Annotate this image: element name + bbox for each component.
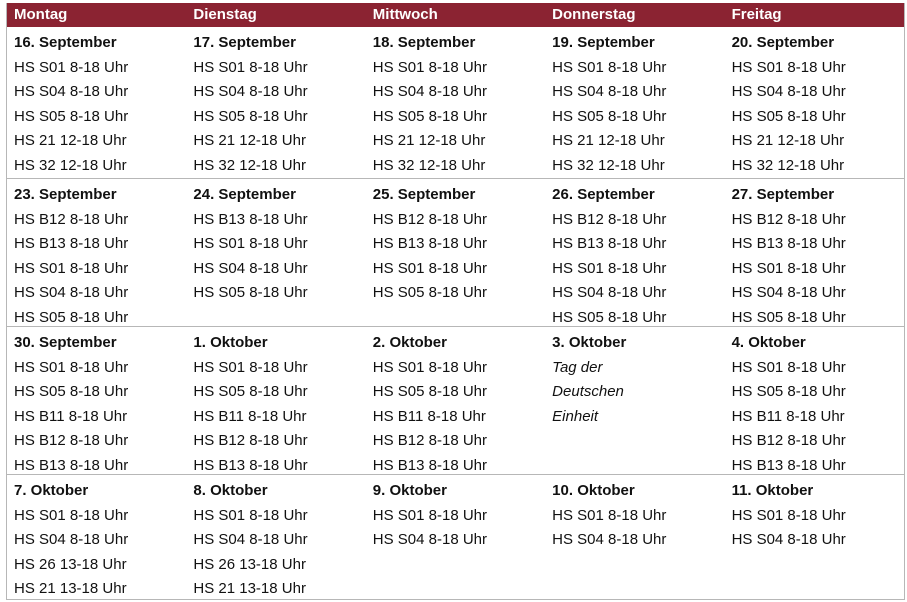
room-entry: HS B13 8-18 Uhr (372, 456, 488, 474)
room-entry: HS S05 8-18 Uhr (14, 308, 129, 326)
room-entry: HS S05 8-18 Uhr (731, 308, 846, 326)
week-row (7, 474, 904, 599)
room-entry: HS B12 8-18 Uhr (193, 432, 308, 450)
day-cell (7, 183, 186, 326)
room-entry: HS S05 8-18 Uhr (14, 107, 129, 125)
header-friday: Freitag (731, 6, 782, 23)
room-entry: HS B13 8-18 Uhr (731, 456, 846, 474)
day-cell (186, 31, 365, 178)
room-entry: HS S01 8-18 Uhr (552, 259, 667, 277)
day-date: 18. September (372, 34, 476, 51)
day-cell (545, 479, 724, 599)
header-monday: Montag (14, 6, 68, 23)
room-entry: HS 21 12-18 Uhr (14, 132, 127, 150)
day-cell (366, 331, 545, 474)
day-date: 8. Oktober (193, 482, 268, 499)
room-entry: HS S04 8-18 Uhr (193, 259, 308, 277)
day-cell (7, 31, 186, 178)
room-entry: HS B12 8-18 Uhr (731, 210, 846, 228)
room-entry: HS 21 13-18 Uhr (14, 580, 127, 598)
room-entry: HS S01 8-18 Uhr (193, 506, 308, 524)
day-date: 26. September (552, 186, 655, 203)
room-entry: HS S05 8-18 Uhr (193, 383, 308, 401)
room-entry: HS B13 8-18 Uhr (731, 235, 846, 253)
room-entry: HS S04 8-18 Uhr (731, 284, 846, 302)
day-cell (366, 479, 545, 599)
room-entry: HS S04 8-18 Uhr (552, 531, 667, 549)
room-entry: HS 32 12-18 Uhr (552, 156, 665, 174)
day-date: 2. Oktober (372, 334, 447, 351)
room-entry: HS S01 8-18 Uhr (372, 259, 488, 277)
room-entry: HS S01 8-18 Uhr (372, 506, 488, 524)
week-row (7, 178, 904, 326)
schedule-table (6, 3, 905, 600)
day-cell (725, 331, 904, 474)
day-date: 16. September (14, 34, 117, 51)
day-date: 23. September (14, 186, 117, 203)
day-cell (7, 479, 186, 599)
room-entry: HS S04 8-18 Uhr (552, 284, 667, 302)
day-cell (545, 183, 724, 326)
room-entry: HS B12 8-18 Uhr (14, 432, 129, 450)
room-entry: HS 26 13-18 Uhr (14, 555, 127, 573)
room-entry: HS S01 8-18 Uhr (552, 506, 667, 524)
room-entry: HS S01 8-18 Uhr (14, 358, 129, 376)
room-entry: HS B13 8-18 Uhr (14, 456, 129, 474)
room-entry: HS S05 8-18 Uhr (552, 107, 667, 125)
room-entry: HS B11 8-18 Uhr (14, 407, 128, 425)
room-entry: HS S05 8-18 Uhr (193, 107, 308, 125)
room-entry: HS S01 8-18 Uhr (193, 358, 308, 376)
room-entry: HS S04 8-18 Uhr (193, 83, 308, 101)
room-entry: HS B12 8-18 Uhr (14, 210, 129, 228)
room-entry: HS S04 8-18 Uhr (193, 531, 308, 549)
day-date: 1. Oktober (193, 334, 268, 351)
day-cell (725, 183, 904, 326)
room-entry: HS S04 8-18 Uhr (731, 531, 846, 549)
room-entry: HS B13 8-18 Uhr (372, 235, 488, 253)
room-entry: HS S05 8-18 Uhr (372, 107, 488, 125)
room-entry: HS B13 8-18 Uhr (193, 456, 308, 474)
day-date: 20. September (731, 34, 835, 51)
day-cell (186, 479, 365, 599)
room-entry: HS S04 8-18 Uhr (731, 83, 846, 101)
room-entry: HS S01 8-18 Uhr (731, 58, 846, 76)
week-rows (7, 27, 904, 599)
room-entry: HS B13 8-18 Uhr (552, 235, 667, 253)
room-entry: HS S04 8-18 Uhr (372, 531, 488, 549)
table-header (7, 3, 904, 27)
header-thursday: Donnerstag (552, 6, 636, 23)
holiday-note: Einheit (552, 407, 599, 425)
day-cell (725, 31, 904, 178)
week-row (7, 326, 904, 474)
room-entry: HS S01 8-18 Uhr (193, 58, 308, 76)
day-date: 3. Oktober (552, 334, 627, 351)
room-entry: HS S01 8-18 Uhr (552, 58, 667, 76)
room-entry: HS B12 8-18 Uhr (731, 432, 846, 450)
room-entry: HS S05 8-18 Uhr (372, 383, 488, 401)
day-date: 25. September (372, 186, 476, 203)
day-date: 4. Oktober (731, 334, 806, 351)
room-entry: HS B12 8-18 Uhr (552, 210, 667, 228)
room-entry: HS B11 8-18 Uhr (193, 407, 307, 425)
room-entry: HS S04 8-18 Uhr (14, 531, 129, 549)
room-entry: HS 21 12-18 Uhr (731, 132, 845, 150)
day-cell (545, 331, 724, 474)
header-wednesday: Mittwoch (372, 6, 438, 23)
room-entry: HS S01 8-18 Uhr (731, 506, 846, 524)
room-entry: HS S01 8-18 Uhr (193, 235, 308, 253)
day-cell (7, 331, 186, 474)
day-cell (366, 31, 545, 178)
room-entry: HS 21 12-18 Uhr (552, 132, 665, 150)
day-cell (186, 183, 365, 326)
room-entry: HS S05 8-18 Uhr (731, 107, 846, 125)
room-entry: HS S01 8-18 Uhr (14, 259, 129, 277)
day-date: 17. September (193, 34, 296, 51)
room-entry: HS 32 12-18 Uhr (731, 156, 845, 174)
room-entry: HS 32 12-18 Uhr (14, 156, 127, 174)
room-entry: HS 21 13-18 Uhr (193, 580, 306, 598)
day-cell (725, 479, 904, 599)
header-tuesday: Dienstag (193, 6, 257, 23)
room-entry: HS S04 8-18 Uhr (372, 83, 488, 101)
room-entry: HS S01 8-18 Uhr (14, 58, 129, 76)
room-entry: HS S04 8-18 Uhr (552, 83, 667, 101)
day-date: 10. Oktober (552, 482, 635, 499)
day-date: 7. Oktober (14, 482, 89, 499)
week-row (7, 27, 904, 178)
room-entry: HS S05 8-18 Uhr (14, 383, 129, 401)
room-entry: HS S01 8-18 Uhr (372, 58, 488, 76)
day-cell (545, 31, 724, 178)
room-entry: HS S01 8-18 Uhr (372, 358, 488, 376)
room-entry: HS B13 8-18 Uhr (14, 235, 129, 253)
room-entry: HS S04 8-18 Uhr (14, 284, 129, 302)
day-cell (366, 183, 545, 326)
room-entry: HS 21 12-18 Uhr (193, 132, 306, 150)
day-date: 11. Oktober (731, 482, 814, 499)
room-entry: HS B12 8-18 Uhr (372, 210, 488, 228)
room-entry: HS S05 8-18 Uhr (193, 284, 308, 302)
room-entry: HS S01 8-18 Uhr (14, 506, 129, 524)
room-entry: HS S05 8-18 Uhr (552, 308, 667, 326)
day-cell (186, 331, 365, 474)
day-date: 9. Oktober (372, 482, 447, 499)
holiday-note: Tag der (552, 358, 603, 376)
holiday-note: Deutschen (552, 383, 624, 401)
room-entry: HS 32 12-18 Uhr (193, 156, 306, 174)
room-entry: HS S05 8-18 Uhr (731, 383, 846, 401)
room-entry: HS 32 12-18 Uhr (372, 156, 486, 174)
room-entry: HS S01 8-18 Uhr (731, 358, 846, 376)
room-entry: HS B13 8-18 Uhr (193, 210, 308, 228)
room-entry: HS S05 8-18 Uhr (372, 284, 488, 302)
room-entry: HS S01 8-18 Uhr (731, 259, 846, 277)
day-date: 19. September (552, 34, 655, 51)
room-entry: HS B11 8-18 Uhr (731, 407, 845, 425)
room-entry: HS 21 12-18 Uhr (372, 132, 486, 150)
room-entry: HS B11 8-18 Uhr (372, 407, 486, 425)
room-entry: HS S04 8-18 Uhr (14, 83, 129, 101)
room-entry: HS 26 13-18 Uhr (193, 555, 306, 573)
day-date: 30. September (14, 334, 117, 351)
day-date: 27. September (731, 186, 835, 203)
room-entry: HS B12 8-18 Uhr (372, 432, 488, 450)
day-date: 24. September (193, 186, 296, 203)
